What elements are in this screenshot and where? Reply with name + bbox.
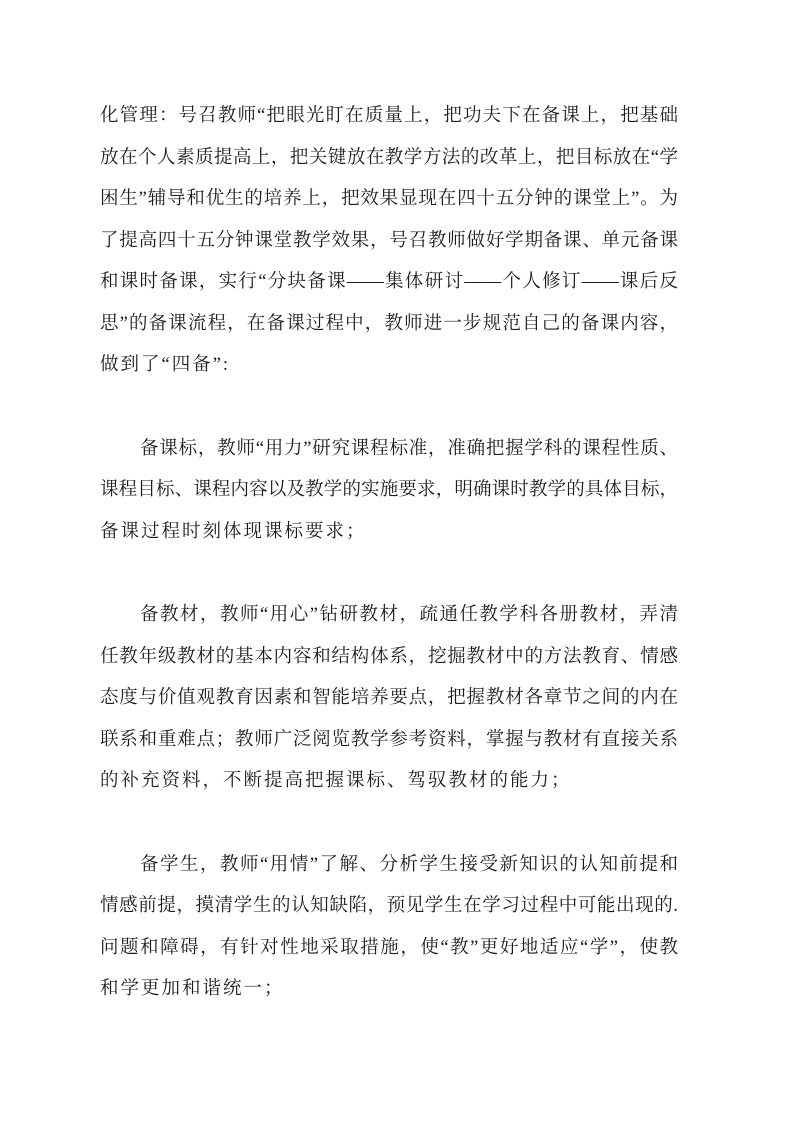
text-line: 备课标，教师“用力”研究课程标准，准确把握学科的课程性质、	[140, 438, 678, 459]
text-line: 问题和障碍，有针对性地采取措施，使“教”更好地适应“学”，使教	[100, 937, 678, 958]
text-line: 和课时备课，实行“分块备课——集体研讨——个人修订——课后反	[100, 272, 678, 292]
text-line: 思”的备课流程，在备课过程中，教师进一步规范自己的备课内容，	[100, 313, 678, 334]
paragraph	[100, 595, 678, 803]
document-page	[100, 96, 678, 1011]
text-line: 联系和重难点；教师广泛阅览教学参考资料，掌握与教材有直接关系	[100, 729, 678, 750]
text-line: 化管理：号召教师“把眼光盯在质量上，把功夫下在备课上，把基础	[100, 106, 678, 126]
text-line: 备课过程时刻体现课标要求；	[100, 521, 367, 542]
paragraph	[100, 845, 678, 1011]
text-line: 态度与价值观教育因素和智能培养要点，把握教材各章节之间的内在	[100, 688, 678, 708]
text-line: 了提高四十五分钟课堂教学效果，号召教师做好学期备课、单元备课	[100, 230, 678, 251]
text-line: 和学更加和谐统一；	[100, 979, 285, 999]
paragraph	[100, 429, 678, 554]
text-line: 备学生，教师“用情”了解、分析学生接受新知识的认知前提和	[140, 854, 678, 875]
paragraph	[100, 96, 678, 387]
text-line: 的补充资料，不断提高把握课标、驾驭教材的能力；	[100, 771, 572, 791]
text-line: 课程目标、课程内容以及教学的实施要求，明确课时教学的具体目标，	[100, 480, 678, 500]
text-line: 做到了“四备”:	[100, 355, 231, 375]
text-line: 放在个人素质提高上，把关键放在教学方法的改革上，把目标放在“学	[100, 147, 678, 168]
text-line: 情感前提，摸清学生的认知缺陷，预见学生在学习过程中可能出现的.	[100, 896, 678, 916]
text-line: 困生”辅导和优生的培养上，把效果显现在四十五分钟的课堂上”。为	[100, 189, 678, 209]
text-line: 备教材，教师“用心”钻研教材，疏通任教学科各册教材，弄清	[140, 605, 678, 625]
text-line: 任教年级教材的基本内容和结构体系，挖掘教材中的方法教育、情感	[100, 646, 678, 667]
